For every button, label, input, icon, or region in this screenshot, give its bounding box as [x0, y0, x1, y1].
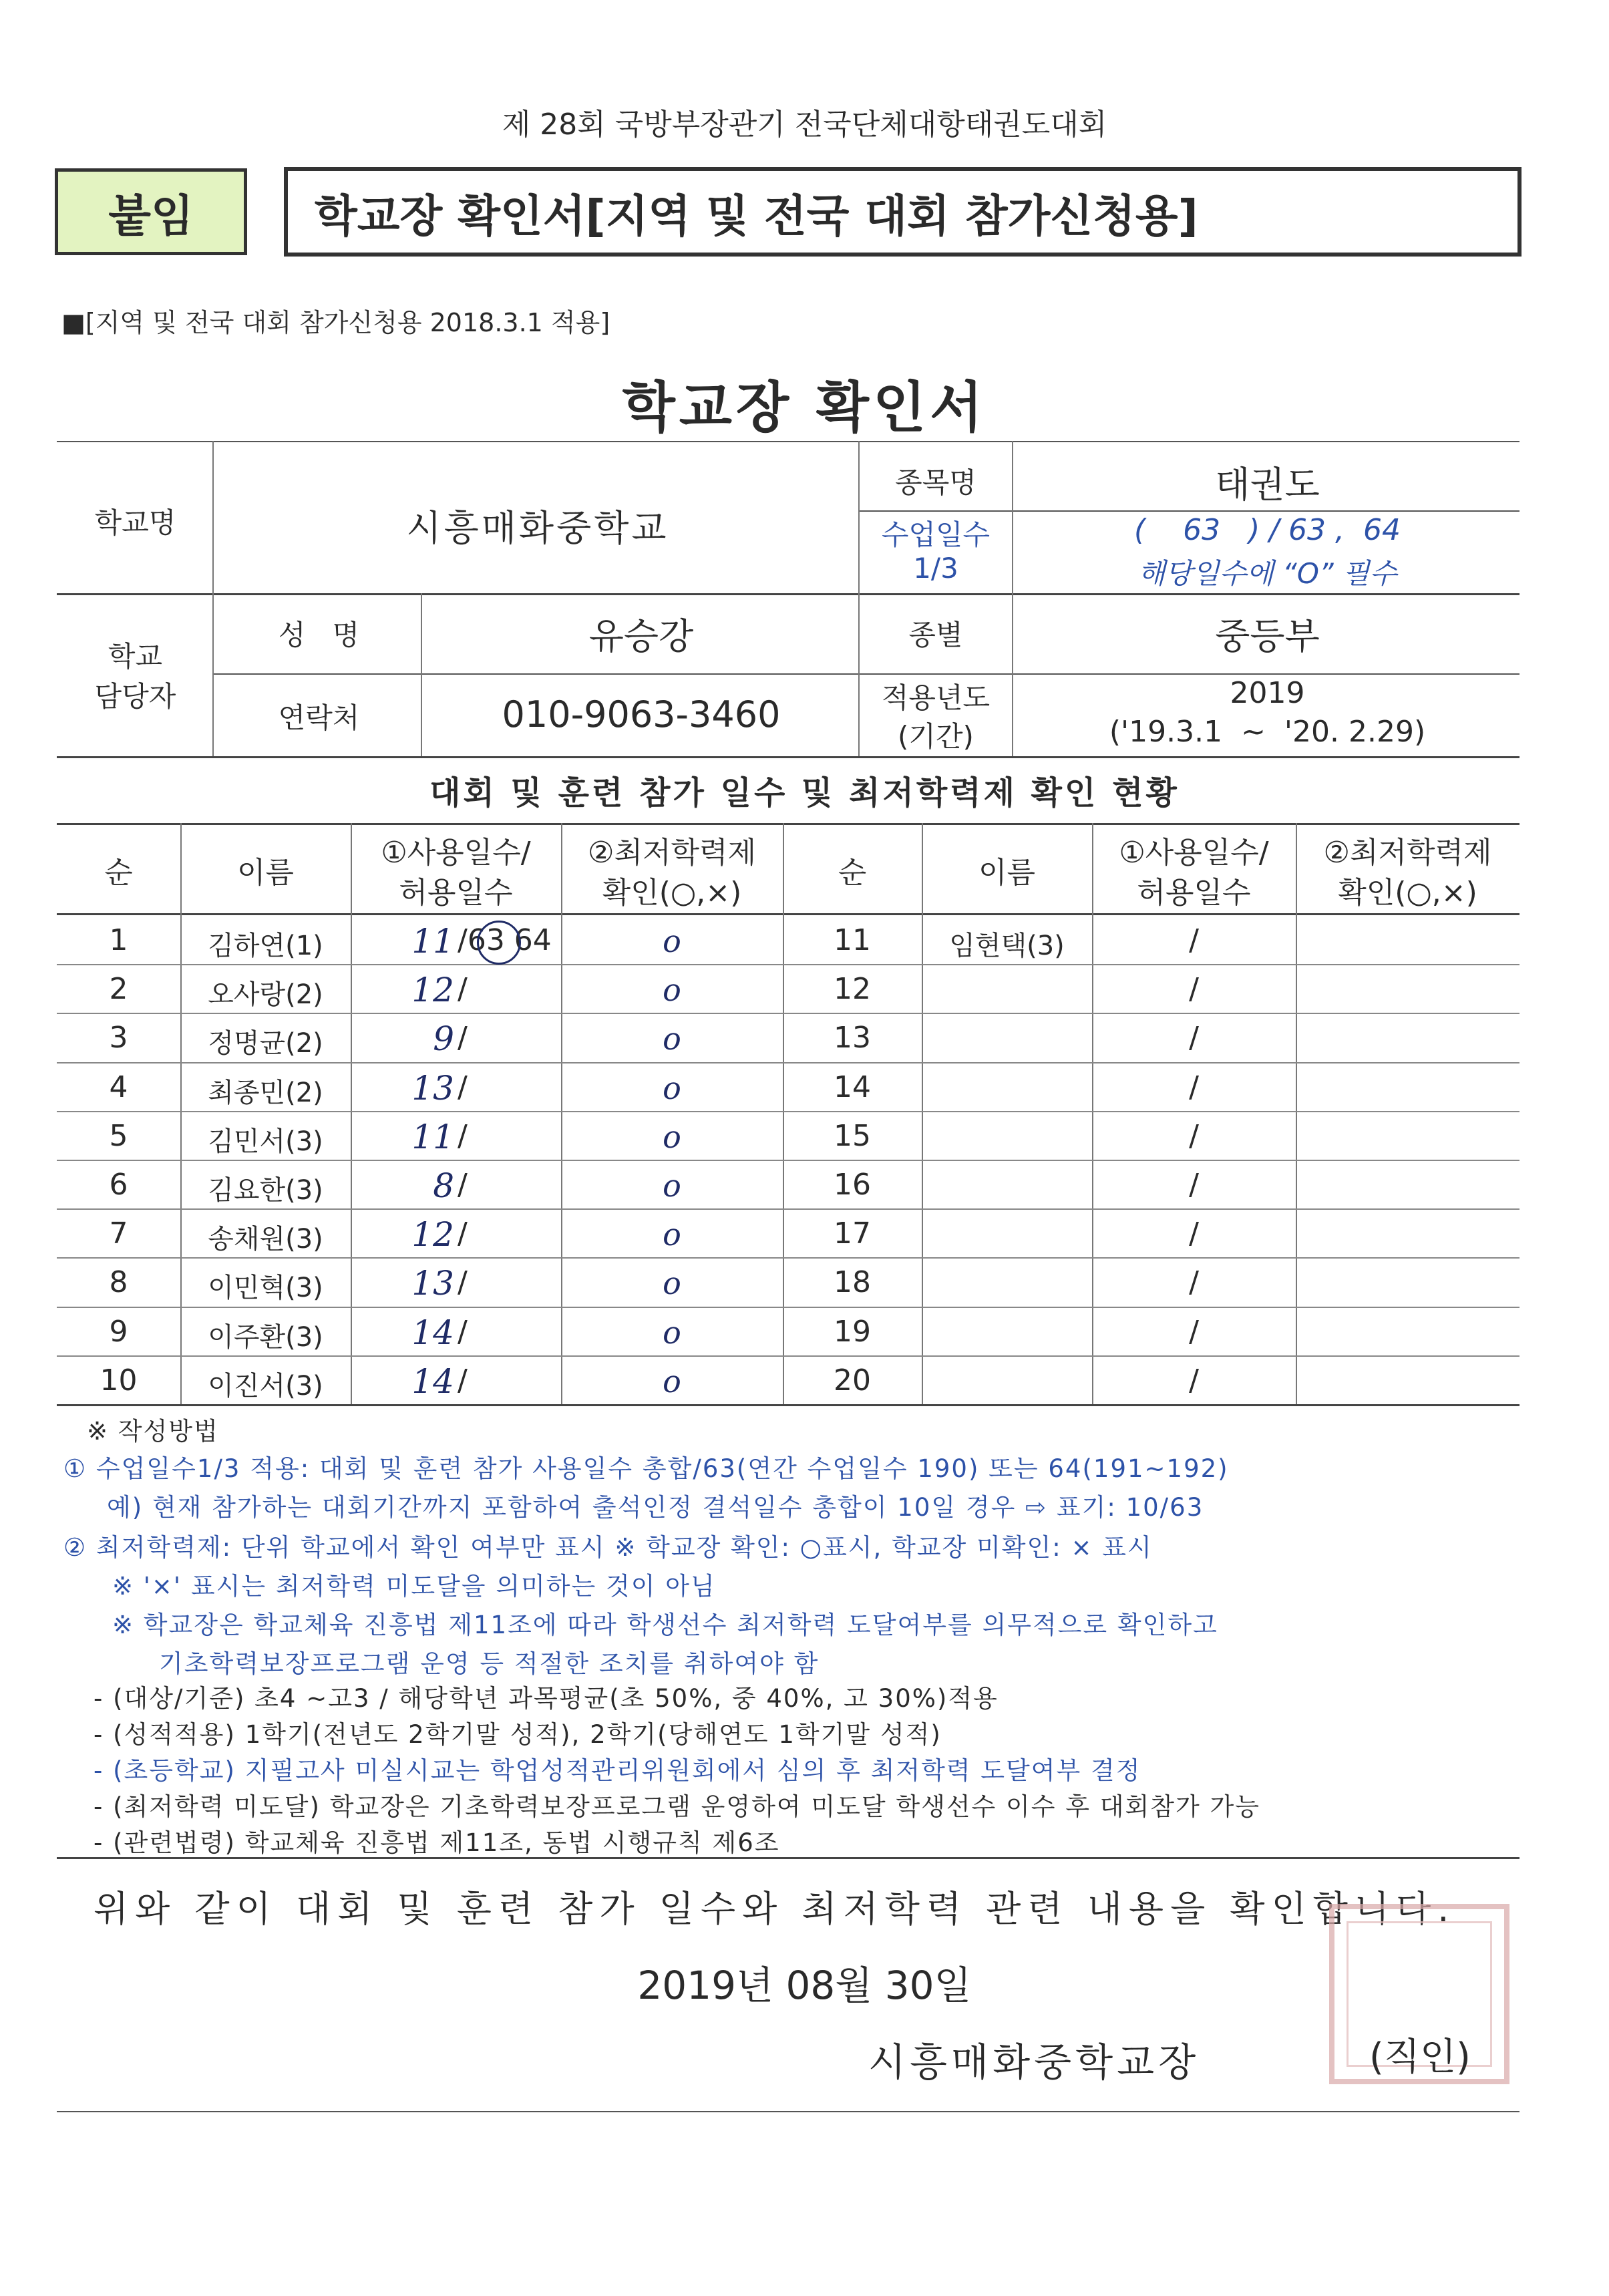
- row-number: 2: [109, 972, 128, 1007]
- info-divider-d: [421, 593, 422, 756]
- info-rule-1: [858, 510, 1519, 512]
- row-check-mark: o: [663, 1216, 681, 1253]
- table-row-rule: [57, 1111, 1519, 1112]
- table-row-rule: [57, 1257, 1519, 1259]
- seal-label: (직인): [1369, 2035, 1471, 2079]
- row-name: 정명균(2): [208, 1028, 323, 1059]
- row-used-days: 12: [411, 971, 454, 1010]
- row-used-days: 13: [411, 1264, 454, 1303]
- row-number: 17: [834, 1216, 871, 1251]
- row-number: 5: [109, 1118, 128, 1153]
- row-name: 송채원(3): [208, 1224, 323, 1255]
- row-name: 김요한(3): [208, 1175, 323, 1206]
- info-bottom-rule: [57, 756, 1519, 758]
- instruction-line: ※ 학교장은 학교체육 진흥법 제11조에 따라 학생선수 최저학력 도달여부를 의무적으로 확인하고: [112, 1611, 1218, 1639]
- row-allowed-days: /: [1189, 972, 1199, 1007]
- header-days-sub-right: 허용일수: [1137, 876, 1251, 910]
- header-no: 순: [104, 856, 133, 890]
- period-year: 2019: [1230, 676, 1305, 710]
- row-name: 임현택(3): [949, 931, 1065, 961]
- row-number: 12: [834, 972, 871, 1007]
- principal-title: 시흥매화중학교장: [868, 2039, 1200, 2085]
- header-days-sub: 허용일수: [399, 876, 513, 910]
- row-name: 이주환(3): [208, 1321, 323, 1353]
- instruction-line: ※ 작성방법: [87, 1417, 219, 1446]
- row-allowed-days: /: [1189, 1363, 1199, 1398]
- row-number: 19: [834, 1314, 871, 1349]
- instruction-line: ① 수업일수1/3 적용: 대회 및 훈련 참가 사용일수 총합/63(연간 수업일수 190) 또는 64(191~192): [63, 1454, 1229, 1483]
- row-allowed-days: /: [458, 1021, 468, 1055]
- row-name: 김하연(1): [208, 931, 323, 961]
- instruction-line: - (대상/기준) 초4 ~고3 / 해당학년 과목평균(초 50%, 중 40%, 고 30%)적용: [94, 1684, 999, 1713]
- row-used-days: 11: [411, 922, 454, 961]
- header-days: ①사용일수/: [381, 836, 531, 870]
- row-number: 4: [109, 1070, 128, 1104]
- school-label: 학교명: [94, 506, 176, 539]
- table-row-rule: [57, 1013, 1519, 1014]
- row-check-mark: o: [663, 1070, 681, 1106]
- row-check-mark: o: [663, 972, 681, 1009]
- row-number: 9: [109, 1314, 128, 1349]
- row-allowed-days: /: [458, 1118, 468, 1153]
- division-label: 종별: [908, 619, 963, 651]
- info-divider-c: [1012, 441, 1013, 756]
- row-number: 1: [109, 923, 128, 957]
- row-used-days: 9: [433, 1019, 454, 1059]
- manager-name: 유승강: [588, 615, 694, 657]
- event-label: 종목명: [895, 466, 976, 499]
- row-used-days: 8: [433, 1166, 454, 1205]
- name-label: 성 명: [278, 619, 360, 651]
- handwritten-circle-mark: [477, 921, 521, 965]
- table-row-rule: [57, 1355, 1519, 1357]
- row-allowed-days: /: [458, 1070, 468, 1104]
- document-bottom-rule: [57, 2111, 1519, 2112]
- row-allowed-days: /: [1189, 1314, 1199, 1349]
- attachment-label: 붙임: [55, 168, 247, 255]
- row-check-mark: o: [663, 1021, 681, 1057]
- row-check-mark: o: [663, 1265, 681, 1302]
- info-divider-a: [212, 441, 214, 756]
- row-number: 8: [109, 1265, 128, 1300]
- row-used-days: 14: [411, 1313, 454, 1352]
- table-row-rule: [57, 1062, 1519, 1063]
- table-row-rule: [57, 1307, 1519, 1308]
- row-allowed-days: /: [1189, 1216, 1199, 1251]
- table-bottom-rule: [57, 1404, 1519, 1406]
- row-number: 7: [109, 1216, 128, 1251]
- row-check-mark: o: [663, 1314, 681, 1351]
- instruction-line: 기초학력보장프로그램 운영 등 적절한 조치를 취하여야 함: [159, 1649, 820, 1678]
- table-row-rule: [57, 964, 1519, 965]
- header-check-sub-right: 확인(○,×): [1338, 876, 1477, 910]
- class-days-label: 수업일수: [881, 518, 991, 551]
- form-subnote: ■[지역 및 전국 대회 참가신청용 2018.3.1 적용]: [61, 308, 610, 337]
- row-number: 14: [834, 1070, 871, 1104]
- row-number: 10: [100, 1363, 138, 1398]
- instruction-line: 예) 현재 참가하는 대회기간까지 포함하여 출석인정 결석일수 총합이 10일 경우 ⇨ 표기: 10/63: [107, 1493, 1204, 1522]
- row-allowed-days: /: [458, 972, 468, 1007]
- manager-label-1: 학교: [108, 640, 163, 673]
- row-number: 11: [834, 923, 871, 957]
- row-name: 이진서(3): [208, 1370, 323, 1402]
- manager-label-2: 담당자: [94, 680, 176, 713]
- row-name: 이민혁(3): [208, 1273, 323, 1304]
- class-days-note: 해당일수에 “O” 필수: [1137, 557, 1397, 590]
- row-allowed-days: /: [1189, 1021, 1199, 1055]
- table-top-rule: [57, 823, 1519, 825]
- row-used-days: 12: [411, 1215, 454, 1255]
- header-name-right: 이름: [978, 856, 1035, 890]
- row-check-mark: o: [663, 923, 681, 959]
- table-col-5: [922, 823, 923, 1404]
- row-name: 오사랑(2): [208, 979, 323, 1011]
- division-value: 중등부: [1215, 615, 1320, 657]
- row-name: 김민서(3): [208, 1126, 323, 1157]
- row-number: 15: [834, 1118, 871, 1153]
- period-label-1: 적용년도: [881, 681, 991, 714]
- contact-label: 연락처: [278, 701, 360, 734]
- issue-date: 2019년 08월 30일: [637, 1963, 972, 2008]
- closing-top-rule: [57, 1857, 1519, 1859]
- instruction-line: ※ '×' 표시는 최저학력 미도달을 의미하는 것이 아님: [112, 1572, 716, 1601]
- row-check-mark: o: [663, 1363, 681, 1400]
- row-allowed-days: /: [458, 1363, 468, 1398]
- row-allowed-days: /: [1189, 1070, 1199, 1104]
- info-rule-2: [57, 593, 1519, 595]
- header-check: ②최저학력제: [588, 836, 756, 870]
- row-check-mark: o: [663, 1168, 681, 1204]
- row-allowed-days: /: [1189, 1168, 1199, 1202]
- form-title: 학교장 확인서[지역 및 전국 대회 참가신청용]: [284, 167, 1522, 257]
- contest-title: 제 28회 국방부장관기 전국단체대항태권도대회: [502, 108, 1107, 142]
- header-check-sub: 확인(○,×): [602, 876, 742, 910]
- table-row-rule: [57, 1208, 1519, 1210]
- row-allowed-days: /: [458, 1314, 468, 1349]
- class-days-fraction: 1/3: [913, 552, 958, 585]
- row-number: 6: [109, 1168, 128, 1202]
- header-no-right: 순: [838, 856, 867, 890]
- table-row-rule: [57, 1160, 1519, 1161]
- row-allowed-days: /63 64: [458, 923, 552, 957]
- info-rule-3: [212, 673, 1519, 675]
- header-name: 이름: [236, 856, 294, 890]
- info-divider-b: [858, 441, 860, 756]
- instruction-line: - (최저학력 미도달) 학교장은 기초학력보장프로그램 운영하여 미도달 학생선수 이수 후 대회참가 가능: [94, 1792, 1261, 1821]
- school-name: 시흥매화중학교: [406, 507, 669, 549]
- row-number: 18: [834, 1265, 871, 1300]
- instruction-line: - (초등학교) 지필고사 미실시교는 학업성적관리위원회에서 심의 후 최저학력 도달여부 결정: [94, 1756, 1141, 1785]
- row-number: 16: [834, 1168, 871, 1202]
- header-check-right: ②최저학력제: [1323, 836, 1492, 870]
- row-name: 최종민(2): [208, 1077, 323, 1108]
- contact-value: 010-9063-3460: [502, 693, 781, 735]
- instruction-line: ② 최저학력제: 단위 학교에서 확인 여부만 표시 ※ 학교장 확인: ○표시, 학교장 미확인: × 표시: [63, 1533, 1153, 1562]
- closing-statement: 위와 같이 대회 및 훈련 참가 일수와 최저학력 관련 내용을 확인합니다.: [94, 1888, 1456, 1930]
- row-used-days: 11: [411, 1117, 454, 1156]
- row-used-days: 13: [411, 1068, 454, 1108]
- instruction-line: - (관련법령) 학교체육 진흥법 제11조, 동법 시행규칙 제6조: [94, 1828, 780, 1857]
- row-used-days: 14: [411, 1361, 454, 1401]
- row-allowed-days: /: [458, 1265, 468, 1300]
- event-value: 태권도: [1215, 464, 1320, 506]
- class-days-value: ( 63 ) / 63 , 64: [1134, 513, 1401, 547]
- info-top-rule: [57, 441, 1519, 442]
- row-number: 3: [109, 1021, 128, 1055]
- row-allowed-days: /: [1189, 1265, 1199, 1300]
- row-allowed-days: /: [458, 1216, 468, 1251]
- period-range: ('19.3.1 ~ '20. 2.29): [1109, 715, 1426, 749]
- section-title: 대회 및 훈련 참가 일수 및 최저학력제 확인 현황: [429, 774, 1180, 812]
- row-allowed-days: /: [1189, 1118, 1199, 1153]
- main-title: 학교장 확인서: [622, 376, 987, 440]
- row-allowed-days: /: [458, 1168, 468, 1202]
- header-days-right: ①사용일수/: [1119, 836, 1269, 870]
- row-number: 20: [834, 1363, 871, 1398]
- table-header-rule: [57, 913, 1519, 915]
- row-number: 13: [834, 1021, 871, 1055]
- row-check-mark: o: [663, 1118, 681, 1155]
- row-allowed-days: /: [1189, 923, 1199, 957]
- period-label-2: (기간): [898, 720, 974, 753]
- instruction-line: - (성적적용) 1학기(전년도 2학기말 성적), 2학기(당해연도 1학기말 성적): [94, 1720, 942, 1749]
